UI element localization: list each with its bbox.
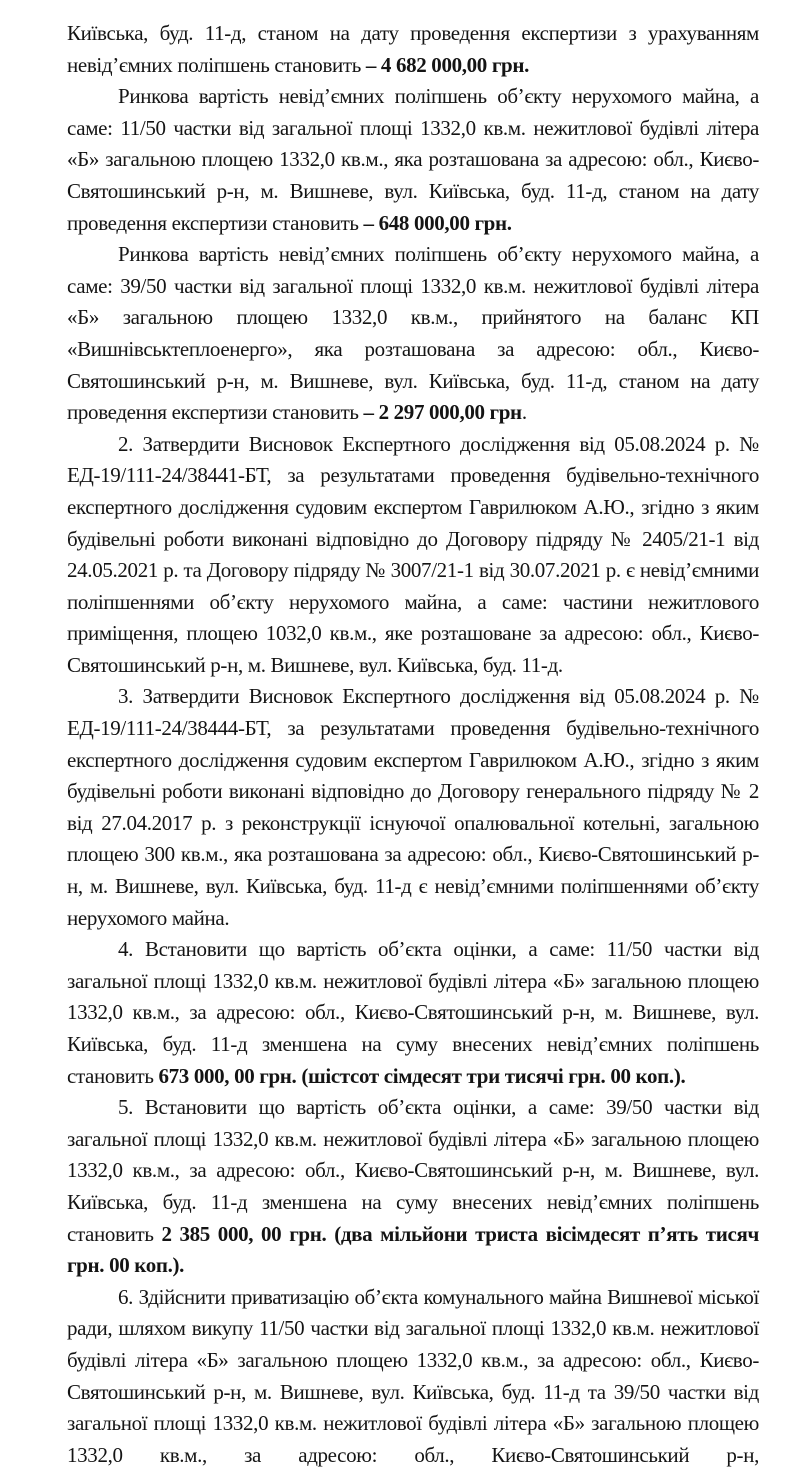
amount-value-11-50: 673 000, 00 грн. (шістсот сімдесят три тисячі грн. 00 коп.). xyxy=(158,1063,686,1088)
paragraph-market-value-39-50 xyxy=(67,239,759,429)
paragraph-item-5 xyxy=(67,1092,759,1282)
paragraph-item-2 xyxy=(67,429,759,682)
paragraph-continuation xyxy=(67,18,759,81)
paragraph-text: Ринкова вартість невід’ємних поліпшень об’єкту нерухомого майна, а саме: 39/50 частки від загальної площі 1332,0 кв.м. нежитлової будівлі літера «Б» загальною площею 1332,0 кв.м., прийнятого на баланс КП «Вишнівськтеплоенерго», яка розташована за адресою: обл., Києво-Святошинський р-н, м. Вишневе, вул. Київська, буд. 11-д, станом на дату проведення експертизи становить xyxy=(67,242,759,425)
paragraph-text: 5. Встановити що вартість об’єкта оцінки, а саме: 39/50 частки від загальної площі 1332,0 кв.м. нежитлової будівлі літера «Б» загальною площею 1332,0 кв.м., за адресою: обл., Києво-Святошинський р-н, м. Вишневе, вул. Київська, буд. 11-д зменшена на суму внесених невід’ємних поліпшень становить xyxy=(67,1095,759,1246)
paragraph-item-4 xyxy=(67,934,759,1092)
paragraph-market-value-11-50 xyxy=(67,81,759,239)
paragraph-text: 3. Затвердити Висновок Експертного дослідження від 05.08.2024 р. № ЕД-19/111-24/38444-БТ, за результатами проведення будівельно-технічного експертного дослідження судовим експертом Гаврилюком А.Ю., згідно з яким будівельні роботи виконані відповідно до Договору генерального підряду № 2 від 27.04.2017 р. з реконструкції існуючої опалювальної котельні, загальною площею 300 кв.м., яка розташована за адресою: обл., Києво-Святошинський р-н, м. Вишневе, вул. Київська, буд. 11-д є невід’ємними поліпшеннями об’єкту нерухомого майна. xyxy=(67,684,759,930)
paragraph-text: Київська, буд. 11-д, станом на дату проведення експертизи з урахуванням невід’ємних поліпшень становить xyxy=(67,21,759,77)
paragraph-end-punctuation: . xyxy=(521,400,527,425)
paragraph-item-3 xyxy=(67,681,759,934)
amount-market-value-11-50: – 648 000,00 грн. xyxy=(363,210,512,235)
amount-market-value-39-50: – 2 297 000,00 грн xyxy=(363,400,522,425)
amount-total-with-improvements: – 4 682 000,00 грн. xyxy=(365,52,530,77)
paragraph-item-6 xyxy=(67,1282,759,1471)
paragraph-text: 2. Затвердити Висновок Експертного дослідження від 05.08.2024 р. № ЕД-19/111-24/38441-БТ, за результатами проведення будівельно-технічного експертного дослідження судовим експертом Гаврилюком А.Ю., згідно з яким будівельні роботи виконані відповідно до Договору підряду № 2405/21-1 від 24.05.2021 р. та Договору підряду № 3007/21-1 від 30.07.2021 р. є невід’ємними поліпшеннями об’єкту нерухомого майна, а саме: частини нежитлового приміщення, площею 1032,0 кв.м., яке розташоване за адресою: обл., Києво-Святошинський р-н, м. Вишневе, вул. Київська, буд. 11-д. xyxy=(67,431,759,677)
paragraph-text: 6. Здійснити приватизацію об’єкта комунального майна Вишневої міської ради, шляхом викупу 11/50 частки від загальної площі 1332,0 кв.м. нежитлової будівлі літера «Б» загальною площею 1332,0 кв.м., за адресою: обл., Києво-Святошинський р-н, м. Вишневе, вул. Київська, буд. 11-д та 39/50 частки від загальної площі 1332,0 кв.м. нежитлової будівлі літера «Б» загальною площею 1332,0 кв.м., за адресою: обл., Києво-Святошинський р-н, xyxy=(67,1284,759,1467)
amount-value-39-50: 2 385 000, 00 грн. (два мільйони триста вісімдесят п’ять тисяч грн. 00 коп.). xyxy=(67,1221,759,1278)
document-page xyxy=(67,18,759,1471)
paragraph-text: 4. Встановити що вартість об’єкта оцінки, а саме: 11/50 частки від загальної площі 1332,0 кв.м. нежитлової будівлі літера «Б» загальною площею 1332,0 кв.м., за адресою: обл., Києво-Святошинський р-н, м. Вишневе, вул. Київська, буд. 11-д зменшена на суму внесених невід’ємних поліпшень становить xyxy=(67,937,759,1088)
paragraph-text: Ринкова вартість невід’ємних поліпшень об’єкту нерухомого майна, а саме: 11/50 частки від загальної площі 1332,0 кв.м. нежитлової будівлі літера «Б» загальною площею 1332,0 кв.м., яка розташована за адресою: обл., Києво-Святошинський р-н, м. Вишневе, вул. Київська, буд. 11-д, станом на дату проведення експертизи становить xyxy=(67,84,759,235)
